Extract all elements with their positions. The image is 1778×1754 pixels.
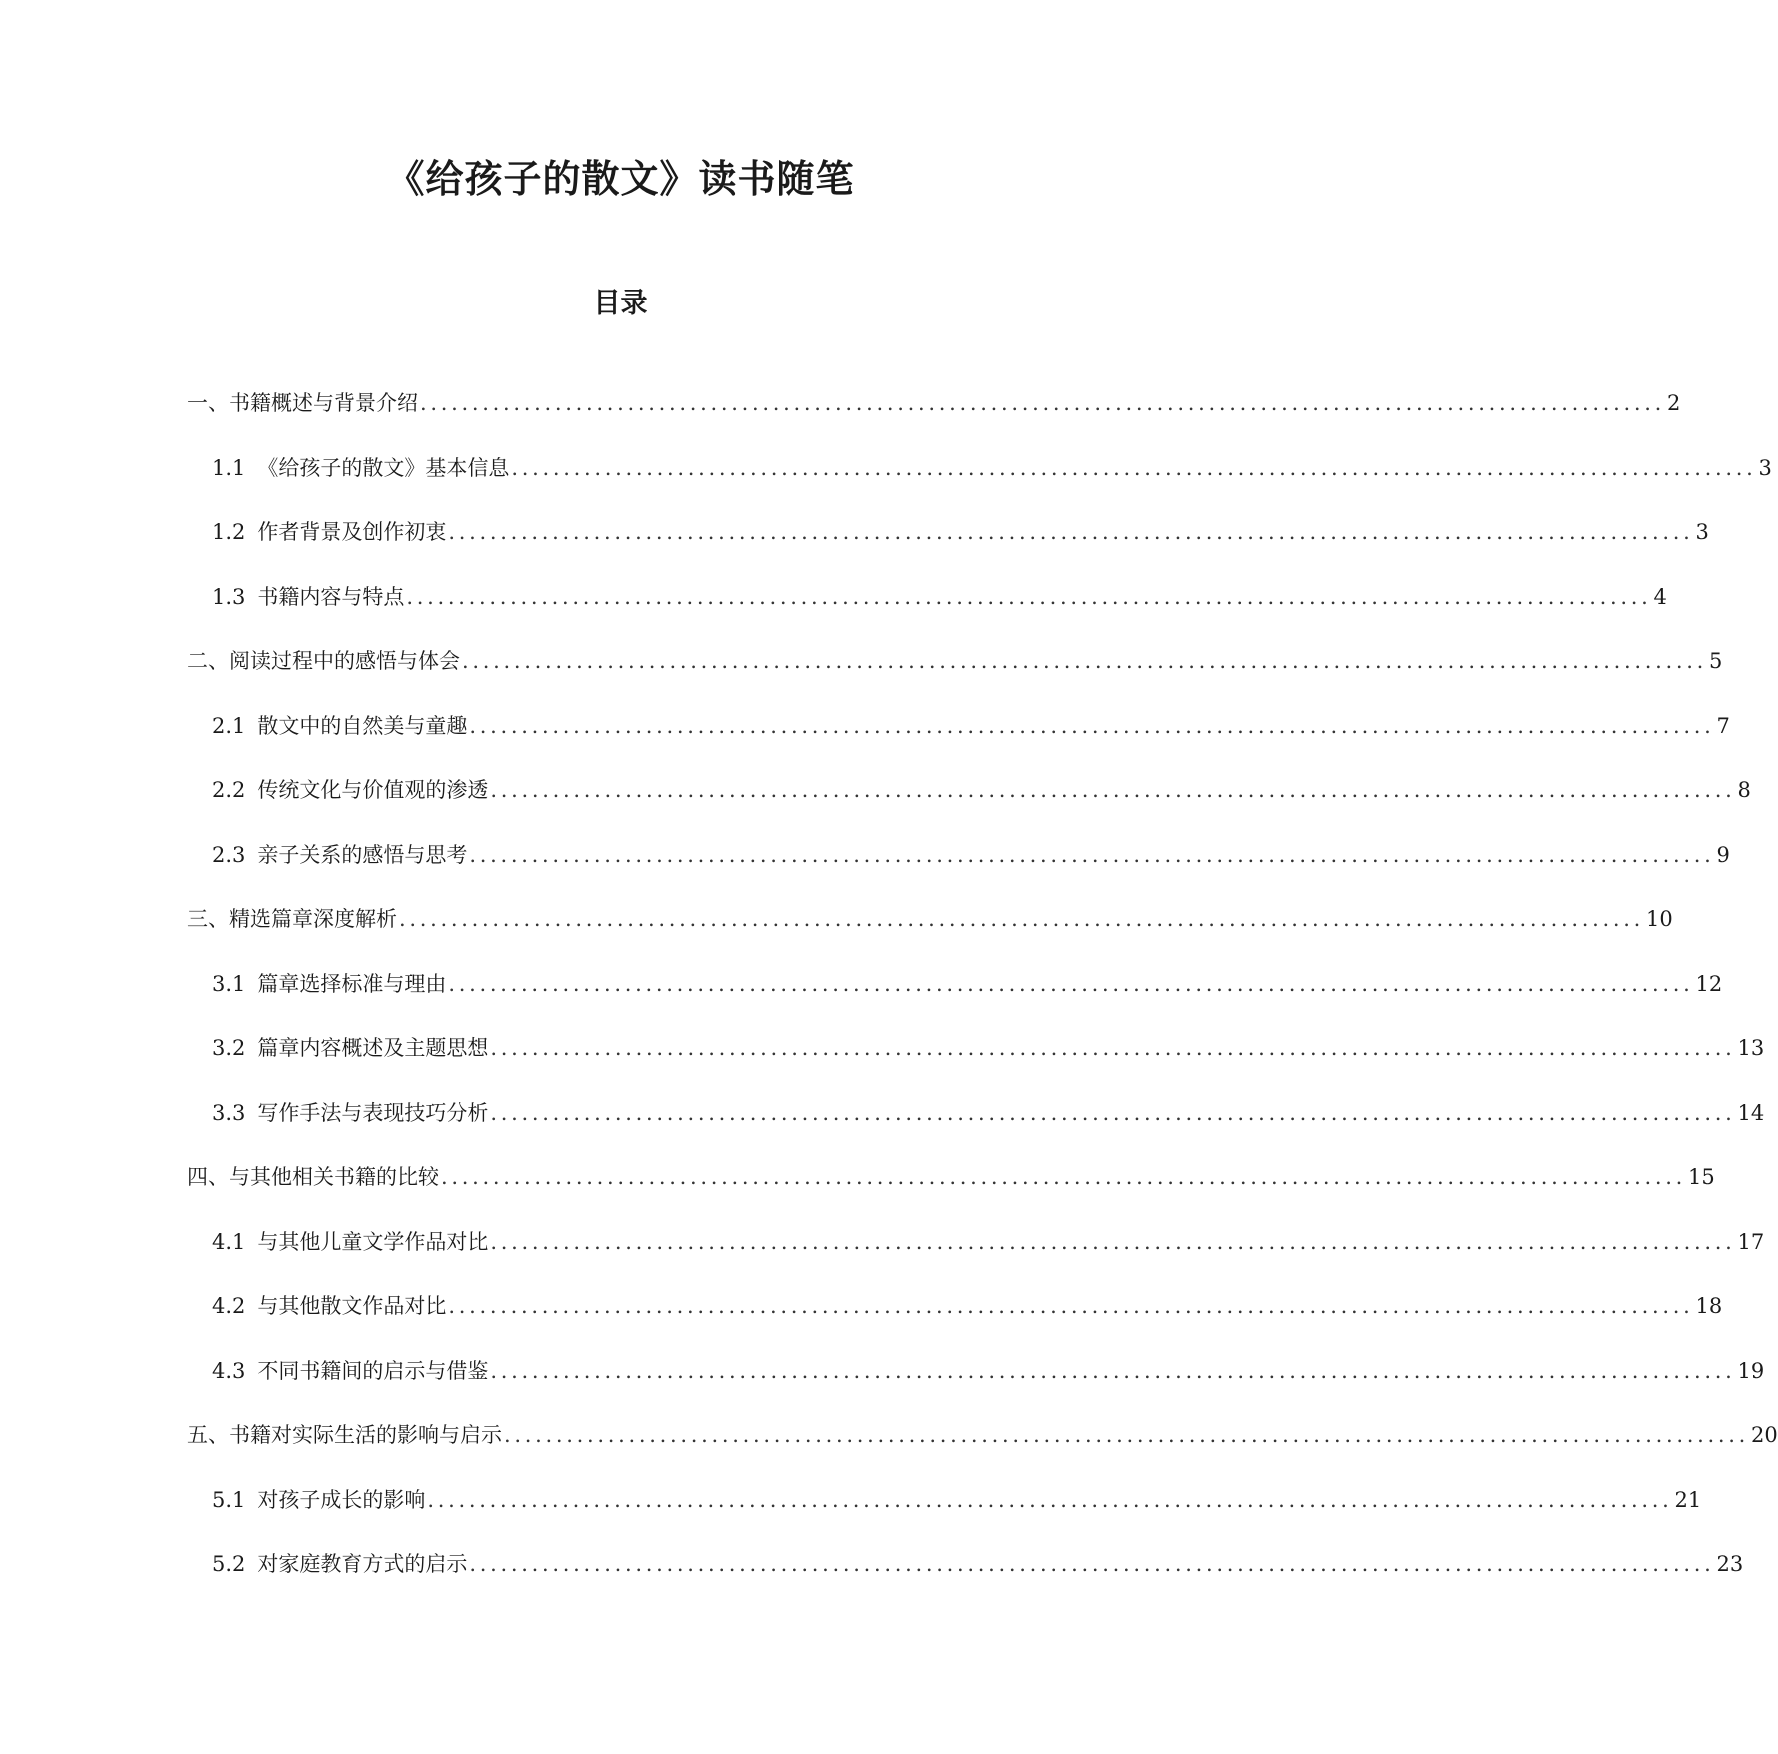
toc-entry-number: 2.1 — [212, 713, 246, 738]
toc-entry-title: 篇章选择标准与理由 — [257, 971, 447, 996]
toc-dot-leader: ........................................................................................................................ — [490, 1036, 1736, 1060]
toc-entry-number: 2.3 — [212, 842, 246, 867]
toc-dot-leader: ........................................................................................................................ — [448, 971, 1694, 996]
toc-page-number: 12 — [1695, 971, 1723, 996]
toc-subsection[interactable] — [212, 968, 1723, 998]
toc-subsection[interactable] — [212, 710, 1730, 740]
toc-page-number: 4 — [1653, 584, 1667, 609]
toc-dot-leader: ........................................................................................................................ — [427, 1487, 1673, 1512]
toc-entry-title: 对孩子成长的影响 — [257, 1487, 426, 1512]
toc-dot-leader: ........................................................................................................................ — [462, 649, 1708, 673]
toc-dot-leader: ........................................................................................................................ — [469, 713, 1715, 738]
toc-page-number: 7 — [1716, 713, 1730, 738]
toc-entry-title: 四、与其他相关书籍的比较 — [187, 1165, 439, 1189]
toc-entry-title: 对家庭教育方式的启示 — [257, 1552, 468, 1576]
toc-subsection[interactable] — [212, 1355, 1765, 1385]
toc-entry-number: 1.2 — [212, 520, 246, 544]
toc-page-number: 23 — [1716, 1552, 1744, 1576]
toc-entry-title: 三、精选篇章深度解析 — [187, 907, 397, 931]
toc-subsection[interactable] — [212, 452, 1772, 482]
toc-dot-leader: ........................................................................................................................ — [490, 778, 1736, 802]
toc-entry-number: 4.2 — [212, 1294, 246, 1318]
toc-subsection[interactable] — [212, 1032, 1765, 1062]
toc-page-number: 3 — [1758, 455, 1772, 480]
toc-page-number: 14 — [1737, 1100, 1765, 1125]
toc-entry-title: 一、书籍概述与背景介绍 — [187, 391, 418, 415]
toc-subsection[interactable] — [212, 839, 1730, 869]
toc-subsection[interactable] — [212, 1484, 1702, 1514]
toc-dot-leader: ........................................................................................................................ — [511, 455, 1757, 480]
toc-dot-leader: ........................................................................................................................ — [399, 907, 1645, 931]
toc-dot-leader: ........................................................................................................................ — [420, 391, 1666, 415]
toc-section[interactable] — [187, 1161, 1715, 1191]
toc-entry-number: 5.2 — [212, 1552, 246, 1576]
toc-entry-title: 亲子关系的感悟与思考 — [257, 842, 468, 867]
toc-page-number: 8 — [1737, 778, 1751, 802]
toc-subsection[interactable] — [212, 581, 1667, 611]
toc-dot-leader: ........................................................................................................................ — [469, 842, 1715, 867]
toc-entry-number: 3.3 — [212, 1100, 246, 1125]
toc-entry-title: 不同书籍间的启示与借鉴 — [257, 1358, 489, 1383]
toc-entry-number: 1.3 — [212, 584, 246, 609]
toc-dot-leader: ........................................................................................................................ — [448, 1294, 1694, 1318]
toc-dot-leader: ........................................................................................................................ — [406, 584, 1652, 609]
toc-heading: 目录 — [593, 288, 648, 319]
toc-page-number: 17 — [1737, 1229, 1765, 1254]
toc-page-number: 3 — [1695, 520, 1709, 544]
toc-entry-number: 4.1 — [212, 1229, 246, 1254]
toc-page-number: 2 — [1667, 391, 1681, 415]
toc-page-number: 5 — [1709, 649, 1723, 673]
toc-dot-leader: ........................................................................................................................ — [504, 1423, 1750, 1447]
toc-entry-number: 3.1 — [212, 971, 246, 996]
toc-page-number: 21 — [1674, 1487, 1702, 1512]
document-title: 《给孩子的散文》读书随笔 — [386, 157, 855, 201]
toc-page-number: 15 — [1688, 1165, 1715, 1189]
toc-entry-title: 《给孩子的散文》基本信息 — [257, 455, 510, 480]
toc-entry-number: 3.2 — [212, 1036, 246, 1060]
toc-dot-leader: ........................................................................................................................ — [469, 1552, 1715, 1576]
toc-section[interactable] — [187, 387, 1681, 417]
toc-page-number: 10 — [1646, 907, 1673, 931]
toc-dot-leader: ........................................................................................................................ — [441, 1165, 1687, 1189]
toc-subsection[interactable] — [212, 774, 1751, 804]
toc-subsection[interactable] — [212, 1226, 1765, 1256]
toc-dot-leader: ........................................................................................................................ — [448, 520, 1694, 544]
toc-entry-title: 作者背景及创作初衷 — [257, 520, 447, 544]
toc-entry-title: 五、书籍对实际生活的影响与启示 — [187, 1423, 502, 1447]
toc-entry-title: 二、阅读过程中的感悟与体会 — [187, 649, 460, 673]
toc-page-number: 20 — [1751, 1423, 1778, 1447]
toc-subsection[interactable] — [212, 516, 1709, 546]
toc-dot-leader: ........................................................................................................................ — [490, 1229, 1736, 1254]
toc-subsection[interactable] — [212, 1548, 1744, 1578]
toc-entry-number: 5.1 — [212, 1487, 246, 1512]
toc-entry-title: 传统文化与价值观的渗透 — [257, 778, 489, 802]
toc-entry-title: 散文中的自然美与童趣 — [257, 713, 468, 738]
toc-section[interactable] — [187, 903, 1673, 933]
toc-entry-title: 书籍内容与特点 — [257, 584, 405, 609]
toc-page-number: 18 — [1695, 1294, 1723, 1318]
toc-entry-number: 4.3 — [212, 1358, 246, 1383]
toc-entry-title: 写作手法与表现技巧分析 — [257, 1100, 489, 1125]
toc-dot-leader: ........................................................................................................................ — [490, 1358, 1736, 1383]
toc-subsection[interactable] — [212, 1097, 1765, 1127]
toc-entry-title: 篇章内容概述及主题思想 — [257, 1036, 489, 1060]
toc-page-number: 19 — [1737, 1358, 1765, 1383]
toc-section[interactable] — [187, 645, 1723, 675]
toc-entry-title: 与其他儿童文学作品对比 — [257, 1229, 489, 1254]
toc-dot-leader: ........................................................................................................................ — [490, 1100, 1736, 1125]
toc-page-number: 13 — [1737, 1036, 1765, 1060]
toc-subsection[interactable] — [212, 1290, 1723, 1320]
toc-entry-number: 1.1 — [212, 455, 246, 480]
toc-entry-number: 2.2 — [212, 778, 246, 802]
toc-page-number: 9 — [1716, 842, 1730, 867]
toc-section[interactable] — [187, 1419, 1778, 1449]
toc-entry-title: 与其他散文作品对比 — [257, 1294, 447, 1318]
